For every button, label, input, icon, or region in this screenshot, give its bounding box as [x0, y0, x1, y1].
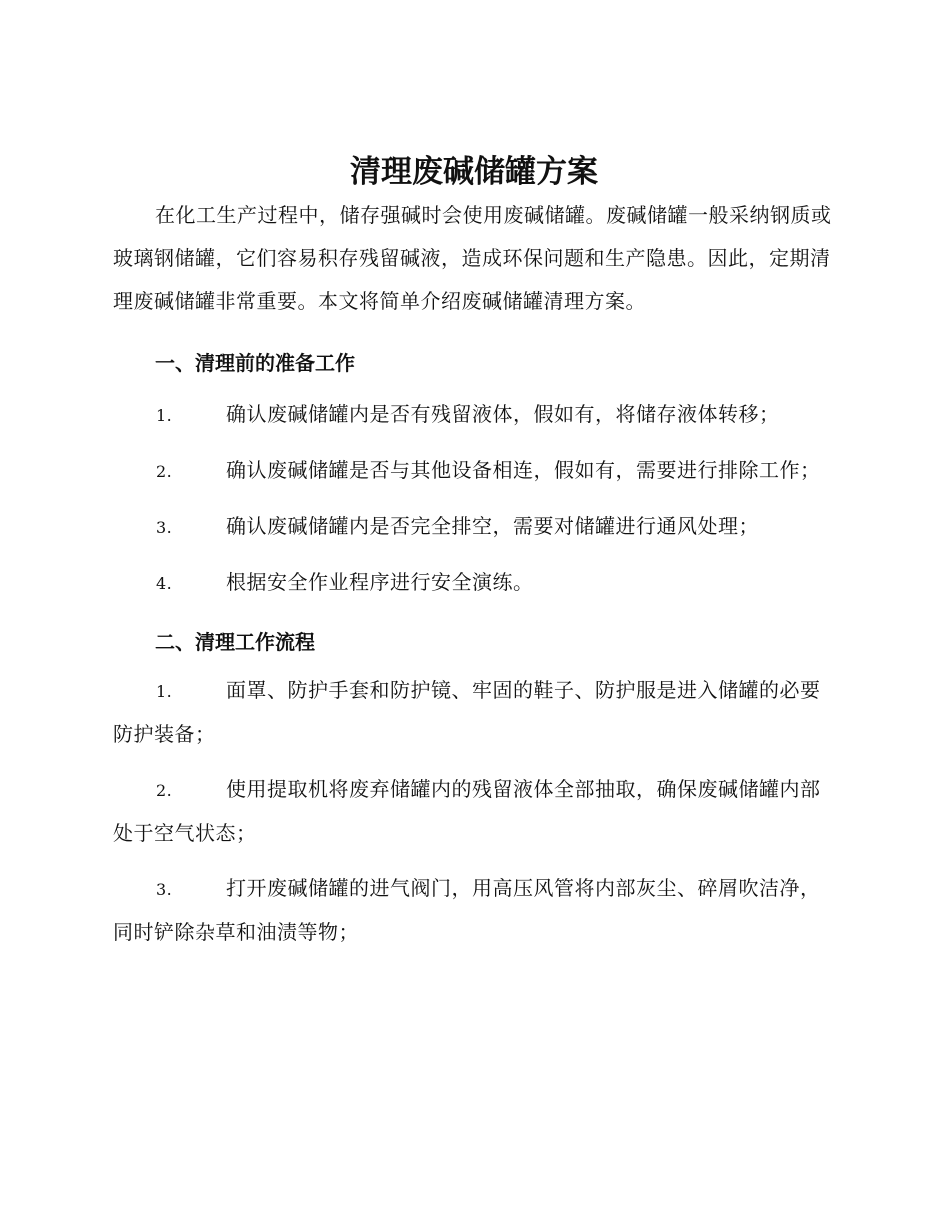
- list-item-number: 3.: [156, 518, 173, 537]
- list-item: [113, 449, 835, 493]
- list-item-text: 根据安全作业程序进行安全演练。: [226, 570, 534, 594]
- document-page: [113, 150, 835, 954]
- intro-paragraph: 在化工生产过程中，储存强碱时会使用废碱储罐。废碱储罐一般采纳钢质或玻璃钢储罐，它们容易积存残留碱液，造成环保问题和生产隐患。因此，定期清理废碱储罐非常重要。本文将简单介绍废碱储罐清理方案。: [113, 203, 832, 313]
- list-item-number: 1.: [156, 682, 173, 701]
- list-item: [113, 505, 835, 549]
- list-item: [113, 561, 835, 605]
- list-item-text: 确认废碱储罐内是否有残留液体，假如有，将储存液体转移；: [226, 402, 780, 426]
- list-item-text: 确认废碱储罐内是否完全排空，需要对储罐进行通风处理；: [226, 514, 759, 538]
- workflow-list: [113, 669, 835, 954]
- list-item-text: 确认废碱储罐是否与其他设备相连，假如有，需要进行排除工作；: [226, 458, 821, 482]
- document-title: 清理废碱储罐方案: [350, 154, 598, 190]
- list-item-text: 使用提取机将废弃储罐内的残留液体全部抽取，确保废碱储罐内部处于空气状态；: [113, 777, 821, 845]
- section-heading-preparation: 一、清理前的准备工作: [155, 351, 355, 375]
- list-item-number: 1.: [156, 406, 173, 425]
- section-heading-workflow: 二、清理工作流程: [155, 630, 315, 654]
- list-item-text: 面罩、防护手套和防护镜、牢固的鞋子、防护服是进入储罐的必要防护装备；: [113, 678, 821, 746]
- list-item-number: 2.: [156, 781, 173, 800]
- preparation-list: [113, 393, 835, 605]
- list-item-number: 3.: [156, 880, 173, 899]
- list-item: [113, 768, 835, 855]
- list-item-text: 打开废碱储罐的进气阀门，用高压风管将内部灰尘、碎屑吹洁净，同时铲除杂草和油渍等物；: [113, 876, 821, 944]
- list-item: [113, 867, 835, 954]
- list-item-number: 2.: [156, 462, 173, 481]
- list-item: [113, 669, 835, 756]
- list-item-number: 4.: [156, 574, 173, 593]
- list-item: [113, 393, 835, 437]
